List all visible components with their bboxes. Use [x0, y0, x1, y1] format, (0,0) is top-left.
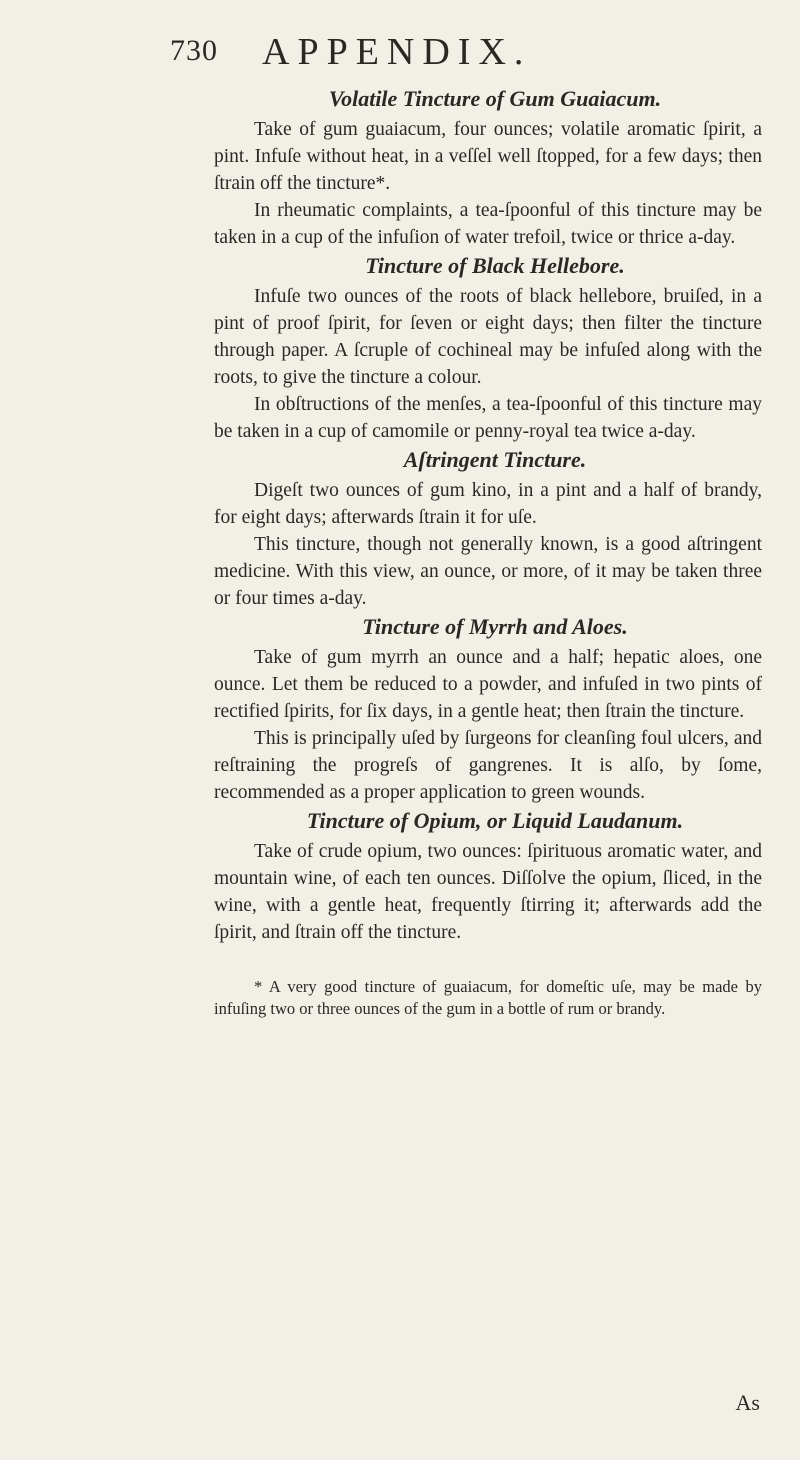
section-heading: Tincture of Myrrh and Aloes. [362, 614, 628, 639]
paragraph: Take of gum myrrh an ounce and a half; hepatic aloes, one ounce. Let them be reduced to a powder, and infuſed in two pints of rectified ſpirits, for ſix days, in a gentle heat; then ſtrain the tincture. [214, 647, 762, 722]
footnote: * A very good tincture of guaiacum, for domeſtic uſe, may be made by infuſing two or three ounces of the gum in a bottle of rum or brandy. [214, 977, 762, 1018]
body-text [214, 84, 762, 1020]
paragraph: In rheumatic complaints, a tea-ſpoonful of this tincture may be taken in a cup of the infuſion of water trefoil, twice or thrice a-day. [214, 200, 762, 248]
paragraph: This is principally uſed by ſurgeons for cleanſing foul ulcers, and reſtraining the progreſs of gangrenes. It is alſo, by ſome, recommended as a proper application to green wounds. [214, 728, 762, 803]
section-black-hellebore [214, 251, 762, 445]
section-myrrh-and-aloes [214, 612, 762, 806]
paragraph: Take of gum guaiacum, four ounces; volatile aromatic ſpirit, a pint. Infuſe without heat, in a veſſel well ſtopped, for a few days; then ſtrain off the tincture*. [214, 119, 762, 194]
running-title: APPENDIX. [262, 31, 532, 73]
paragraph: Take of crude opium, two ounces: ſpirituous aromatic water, and mountain wine, of each ten ounces. Diſſolve the opium, ſliced, in the wine, with a gentle heat, frequently ſtirring it; afterwards add the ſpirit, and ſtrain off the tincture. [214, 841, 762, 943]
paragraph: Digeſt two ounces of gum kino, in a pint and a half of brandy, for eight days; afterwards ſtrain it for uſe. [214, 480, 762, 528]
page-number: 730 [170, 34, 218, 67]
section-heading: Tincture of Black Hellebore. [365, 253, 625, 278]
catchword: As [735, 1390, 760, 1415]
section-heading: Aſtringent Tincture. [403, 447, 587, 472]
section-opium-laudanum [214, 806, 762, 946]
paragraph: Infuſe two ounces of the roots of black hellebore, bruiſed, in a pint of proof ſpirit, for ſeven or eight days; then filter the tincture through paper. A ſcruple of cochineal may be infuſed along with the roots, to give the tincture a colour. [214, 286, 762, 388]
section-volatile-tincture [214, 84, 762, 251]
paragraph: This tincture, though not generally known, is a good aſtringent medicine. With this view, an ounce, or more, of it may be taken three or four times a-day. [214, 534, 762, 609]
paragraph: In obſtructions of the menſes, a tea-ſpoonful of this tincture may be taken in a cup of camomile or penny-royal tea twice a-day. [214, 394, 762, 442]
section-heading: Volatile Tincture of Gum Guaiacum. [328, 86, 662, 111]
section-heading: Tincture of Opium, or Liquid Laudanum. [306, 808, 684, 833]
section-astringent-tincture [214, 445, 762, 612]
